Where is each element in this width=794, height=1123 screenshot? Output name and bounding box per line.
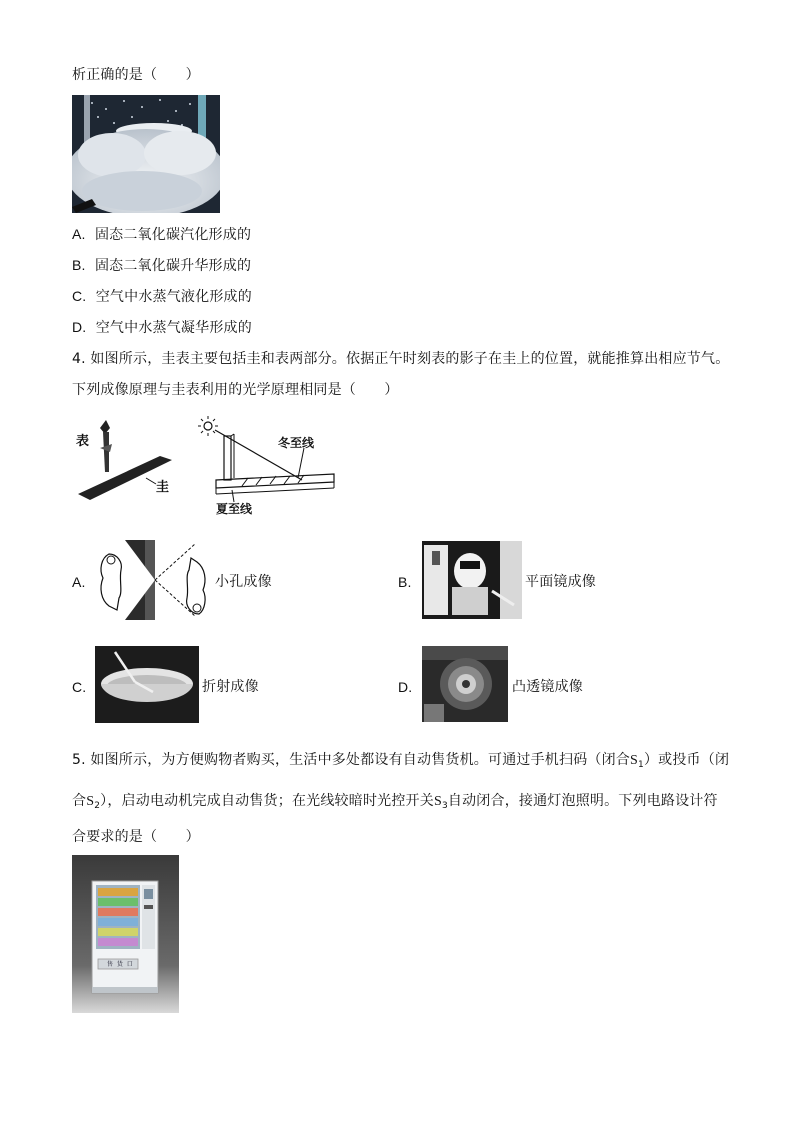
q4-stem-line2: 下列成像原理与圭表利用的光学原理相同是（ ） [72,382,399,398]
refraction-image [95,646,199,723]
q4-option-a-letter[interactable]: A. [72,574,86,590]
plane-mirror-image [422,541,522,619]
pinhole-illustration [95,540,213,620]
q4-option-b-text: 平面镜成像 [525,574,596,590]
q4-option-c-letter[interactable]: C. [72,679,87,695]
pinhole-image [95,540,213,620]
q4-option-a-text: 小孔成像 [215,574,272,590]
vending-machine-photo [72,855,179,1013]
q3-option-d[interactable]: D. 空气中水蒸气凝华形成的 [72,319,252,336]
q3-option-a[interactable]: A. 固态二氧化碳汽化形成的 [72,226,252,243]
q5-stem-line1: 5. 如图所示，为方便购物者购买，生活中多处都设有自动售货机。可通过手机扫码（闭合$S_1$）或投币（闭 [72,752,730,770]
q3-option-c[interactable]: C. 空气中水蒸气液化形成的 [72,288,252,305]
label-dongzhi: 冬至线 [278,436,315,450]
label-xiazhi: 夏至线 [216,502,253,516]
q4-option-d-letter[interactable]: D. [398,679,413,695]
q3-option-b[interactable]: B. 固态二氧化碳升华形成的 [72,257,252,274]
label-biao: 表 [76,434,90,449]
q3-question-tail: 析正确的是（ ） [72,67,200,83]
fog-stage-photo [72,95,220,213]
refraction-illustration [95,646,199,723]
machine-outlet-label: 售 货 口 [107,961,134,968]
q4-option-b-letter[interactable]: B. [398,574,412,590]
q4-stem-line1: 4. 如图所示，圭表主要包括圭和表两部分。依据正午时刻表的影子在圭上的位置，就能推算出相应节气。 [72,351,730,367]
label-gui: 圭 [156,480,170,495]
gnomon-diagram [72,414,337,519]
convex-lens-illustration [422,646,508,722]
q4-option-c-text: 折射成像 [202,679,259,695]
plane-mirror-illustration [422,541,522,619]
convex-lens-image [422,646,508,722]
q5-stem-line2: 合$S_2$），启动电动机完成自动售货；在光线较暗时光控开关$S_3$自动闭合，接通灯泡照明。下列电路设计符 [72,793,718,811]
q4-option-d-text: 凸透镜成像 [512,679,583,695]
gnomon-figure [72,414,337,519]
q5-stem-line3: 合要求的是（ ） [72,829,200,845]
fog-stage-illustration [72,95,220,213]
vending-machine-illustration [72,855,179,1013]
